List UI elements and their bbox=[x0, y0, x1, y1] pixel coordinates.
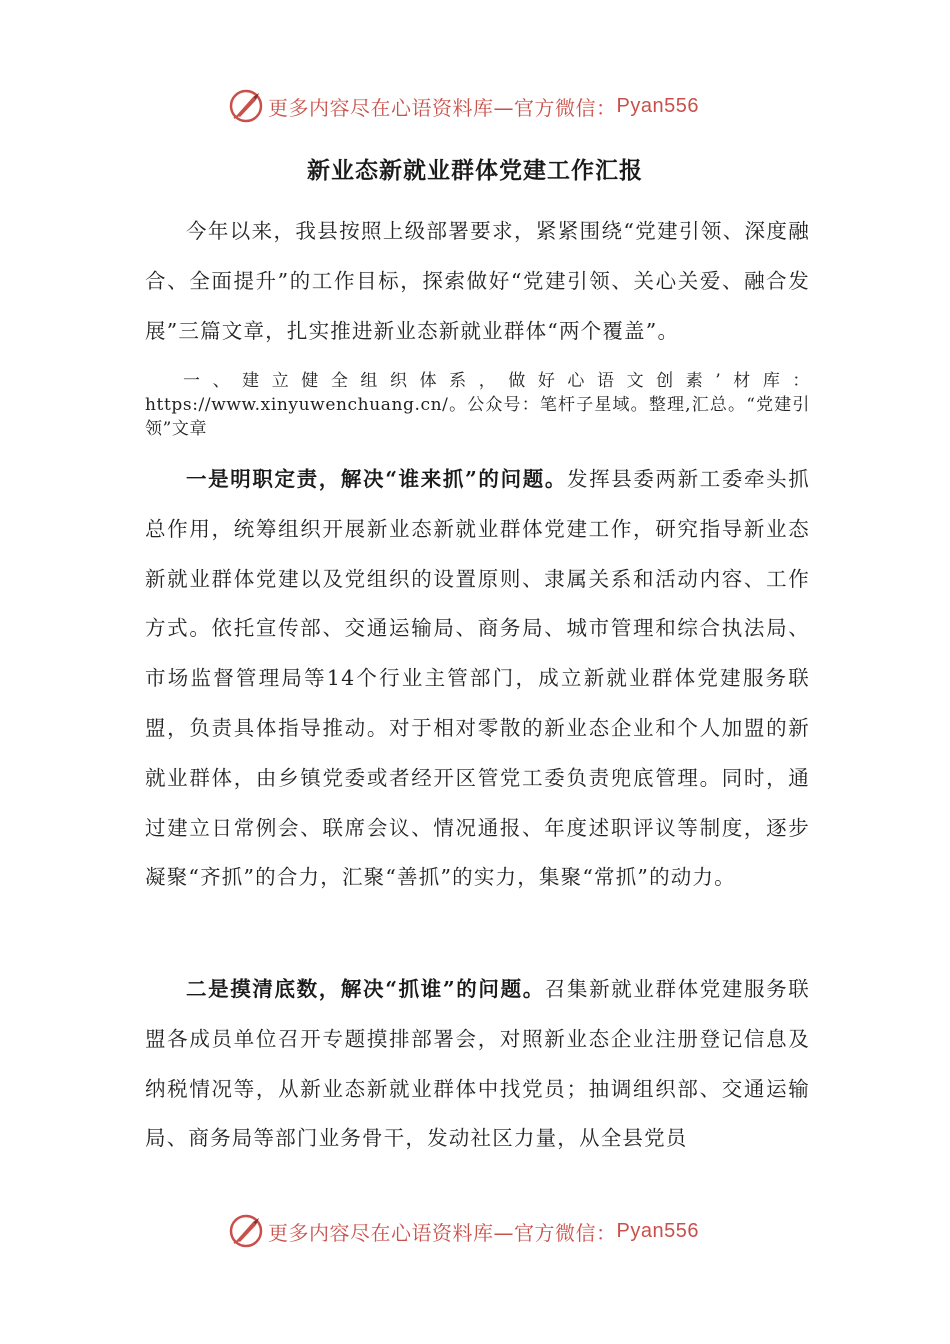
paragraph-2-text: 召集新就业群体党建服务联盟各成员单位召开专题摸排部署会，对照新业态企业注册登记信息及纳税情况等，从新业态新就业群体中找党员；抽调组织部、交通运输局、商务局等部门业务骨干，发动社区力量，从全县党员 bbox=[145, 977, 811, 1151]
banner-text: 更多内容尽在心语资料库—官方微信： bbox=[268, 95, 617, 120]
banner-text: 更多内容尽在心语资料库—官方微信： bbox=[268, 1220, 617, 1245]
section-1-heading: 一、建立健全组织体系，做好心语文创素’材库：https://www.xinyuwenchuang.cn/。公众号：笔杆子星域。整理,汇总。“党建引领”文章 bbox=[145, 371, 810, 439]
banner-handle: Pyan556 bbox=[616, 1219, 699, 1242]
banner-handle: Pyan556 bbox=[616, 94, 699, 117]
paragraph-1-lead: 一是明职定责，解决“谁来抓”的问题。 bbox=[186, 467, 567, 491]
header-banner bbox=[228, 86, 699, 126]
footer-banner bbox=[228, 1211, 699, 1251]
paragraph-2-lead: 二是摸清底数，解决“抓谁”的问题。 bbox=[186, 977, 545, 1001]
quill-pen-icon bbox=[228, 1213, 264, 1249]
paragraph-1-block bbox=[145, 455, 810, 903]
paragraph-1-text: 发挥县委两新工委牵头抓总作用，统筹组织开展新业态新就业群体党建工作，研究指导新业态新就业群体党建以及党组织的设置原则、隶属关系和活动内容、工作方式。依托宣传部、交通运输局、商务局、城市管理和综合执法局、市场监督管理局等14个行业主管部门，成立新就业群体党建服务联盟，负责具体指导推动。对于相对零散的新业态企业和个人加盟的新就业群体，由乡镇党委或者经开区管党工委负责兜底管理。同时，通过建立日常例会、联席会议、情况通报、年度述职评议等制度，逐步凝聚“齐抓”的合力，汇聚“善抓”的实力，集聚“常抓”的动力。 bbox=[145, 467, 810, 890]
document-title: 新业态新就业群体党建工作汇报 bbox=[307, 157, 643, 184]
quill-pen-icon bbox=[228, 88, 264, 124]
section-1-block bbox=[145, 369, 810, 441]
paragraph-1 bbox=[145, 455, 810, 903]
paragraph-2-block bbox=[145, 965, 810, 1164]
paragraph-2 bbox=[145, 965, 810, 1164]
intro-paragraph: 今年以来，我县按照上级部署要求，紧紧围绕“党建引领、深度融合、全面提升”的工作目标，探索做好“党建引领、关心关爱、融合发展”三篇文章，扎实推进新业态新就业群体“两个覆盖”。 bbox=[145, 219, 810, 343]
intro-block bbox=[145, 207, 810, 356]
